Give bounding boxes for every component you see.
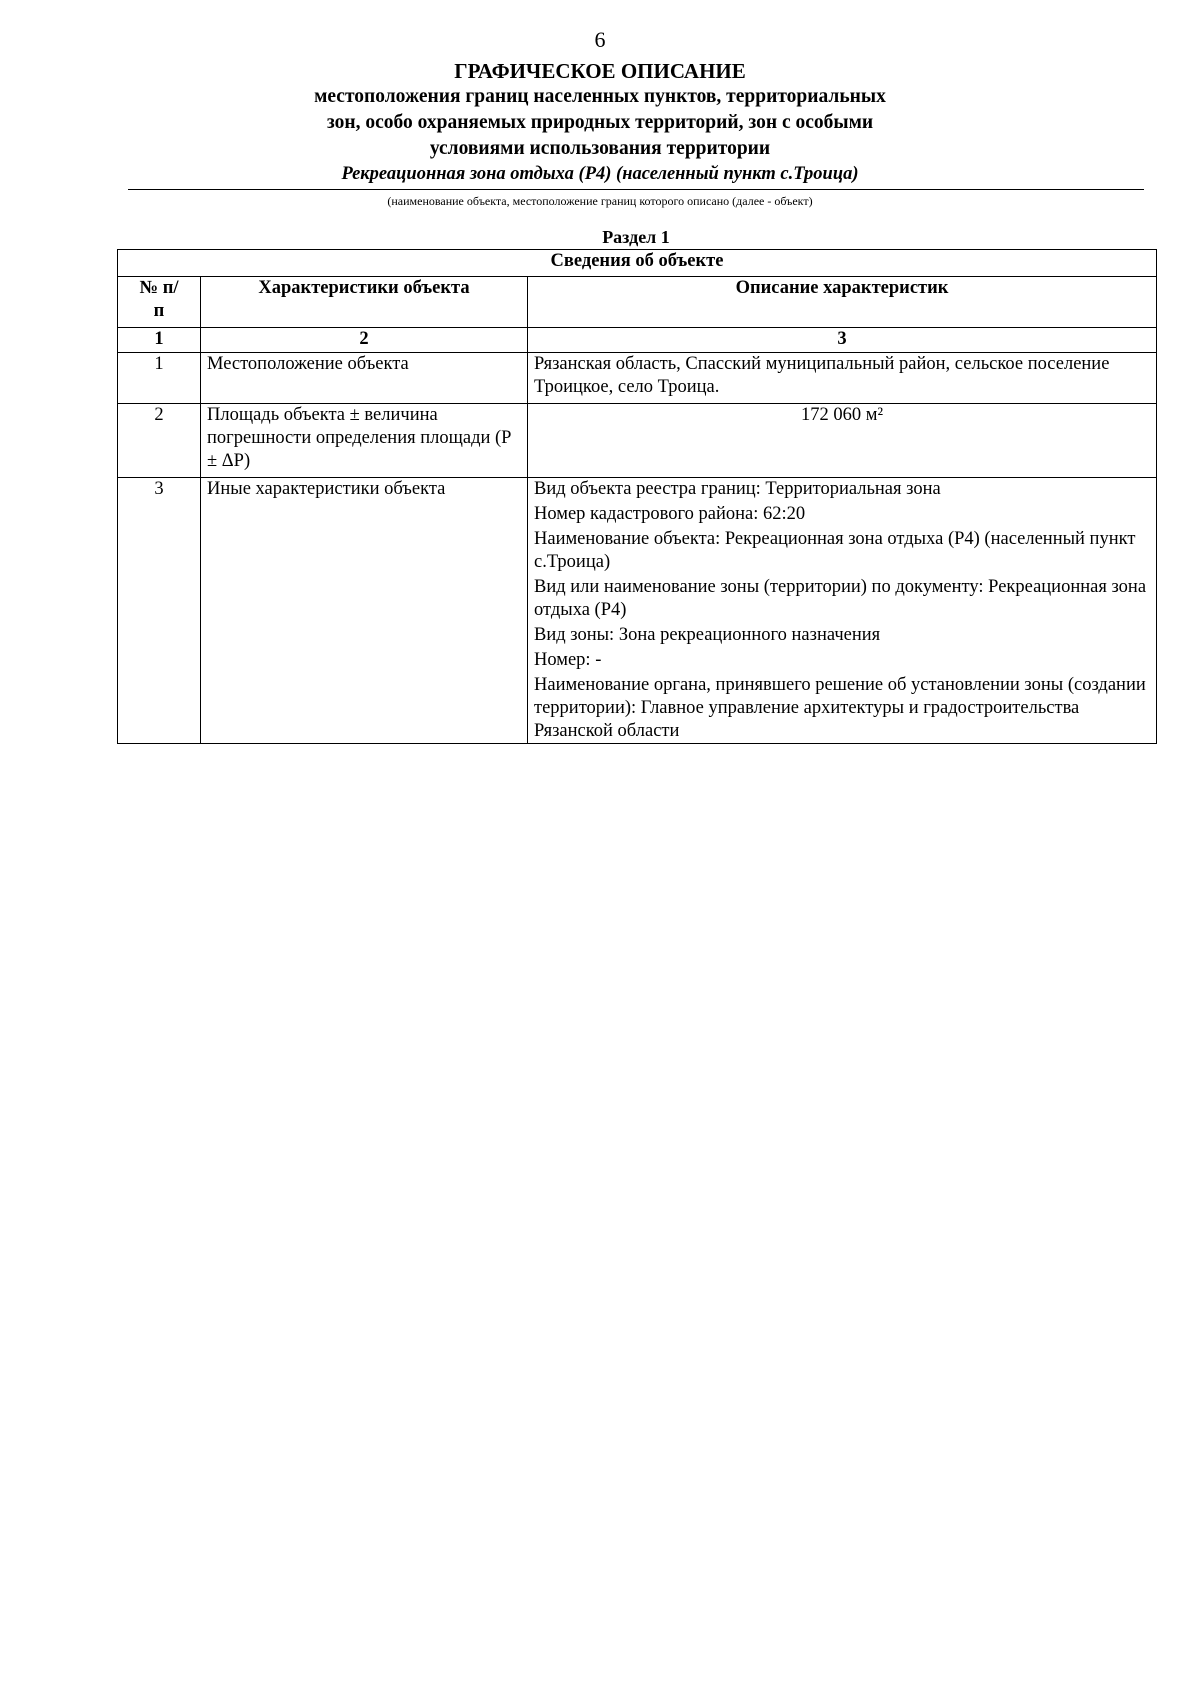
description-line: Номер: - bbox=[534, 650, 602, 670]
page-number: 6 bbox=[594, 27, 606, 52]
section-title: Раздел 1 bbox=[602, 227, 670, 247]
description-line: Наименование объекта: Рекреационная зона отдыха (Р4) (населенный пункт с.Троица) bbox=[534, 529, 1136, 572]
description-line: Вид зоны: Зона рекреационного назначения bbox=[534, 625, 881, 645]
object-name: Рекреационная зона отдыха (Р4) (населенный пункт с.Троица) bbox=[341, 164, 859, 184]
row-number: 3 bbox=[118, 478, 201, 744]
row-characteristic: Местоположение объекта bbox=[201, 353, 528, 404]
object-name-caption: (наименование объекта, местоположение границ которого описано (далее - объект) bbox=[387, 194, 813, 208]
title-block bbox=[0, 58, 1200, 162]
subtitle-line-2: зон, особо охраняемых природных территорий, зон с особыми bbox=[326, 112, 874, 133]
description-line: Вид объекта реестра границ: Территориальная зона bbox=[534, 479, 941, 499]
description-line: Наименование органа, принявшего решение об установлении зоны (создании территории): Главное управление архитектуры и градостроительства Рязанской области bbox=[534, 675, 1146, 741]
description-line: Номер кадастрового района: 62:20 bbox=[534, 504, 806, 524]
row-number: 1 bbox=[118, 353, 201, 404]
column-number-2: 2 bbox=[201, 328, 528, 353]
subtitle-line-3: условиями использования территории bbox=[429, 138, 771, 159]
description-line: Рязанская область, Спасский муниципальный район, сельское поселение Троицкое, село Троица. bbox=[534, 354, 1110, 397]
row-characteristic: Площадь объекта ± величина погрешности определения площади (P ± ΔP) bbox=[201, 404, 528, 478]
header-num-label: № п/п bbox=[139, 278, 179, 321]
row-characteristic: Иные характеристики объекта bbox=[201, 478, 528, 744]
column-number-row bbox=[118, 328, 1157, 353]
table-caption-row bbox=[118, 250, 1157, 277]
table-row bbox=[118, 353, 1157, 404]
column-number-1: 1 bbox=[118, 328, 201, 353]
table-caption: Сведения об объекте bbox=[118, 250, 1157, 277]
header-characteristic: Характеристики объекта bbox=[201, 277, 528, 328]
description-line: Вид или наименование зоны (территории) по документу: Рекреационная зона отдыха (Р4) bbox=[534, 577, 1147, 620]
row-number: 2 bbox=[118, 404, 201, 478]
row-description bbox=[528, 478, 1157, 744]
header-num bbox=[118, 277, 201, 328]
area-value: 172 060 м² bbox=[801, 405, 884, 425]
document-title: ГРАФИЧЕСКОЕ ОПИСАНИЕ bbox=[454, 59, 746, 83]
object-info-table bbox=[117, 249, 1157, 744]
header-description: Описание характеристик bbox=[528, 277, 1157, 328]
table-row bbox=[118, 478, 1157, 744]
row-description bbox=[528, 404, 1157, 478]
object-name-underline bbox=[128, 189, 1144, 190]
subtitle-line-1: местоположения границ населенных пунктов, территориальных bbox=[314, 86, 886, 107]
table-header-row bbox=[118, 277, 1157, 328]
row-description bbox=[528, 353, 1157, 404]
column-number-3: 3 bbox=[528, 328, 1157, 353]
table-row bbox=[118, 404, 1157, 478]
